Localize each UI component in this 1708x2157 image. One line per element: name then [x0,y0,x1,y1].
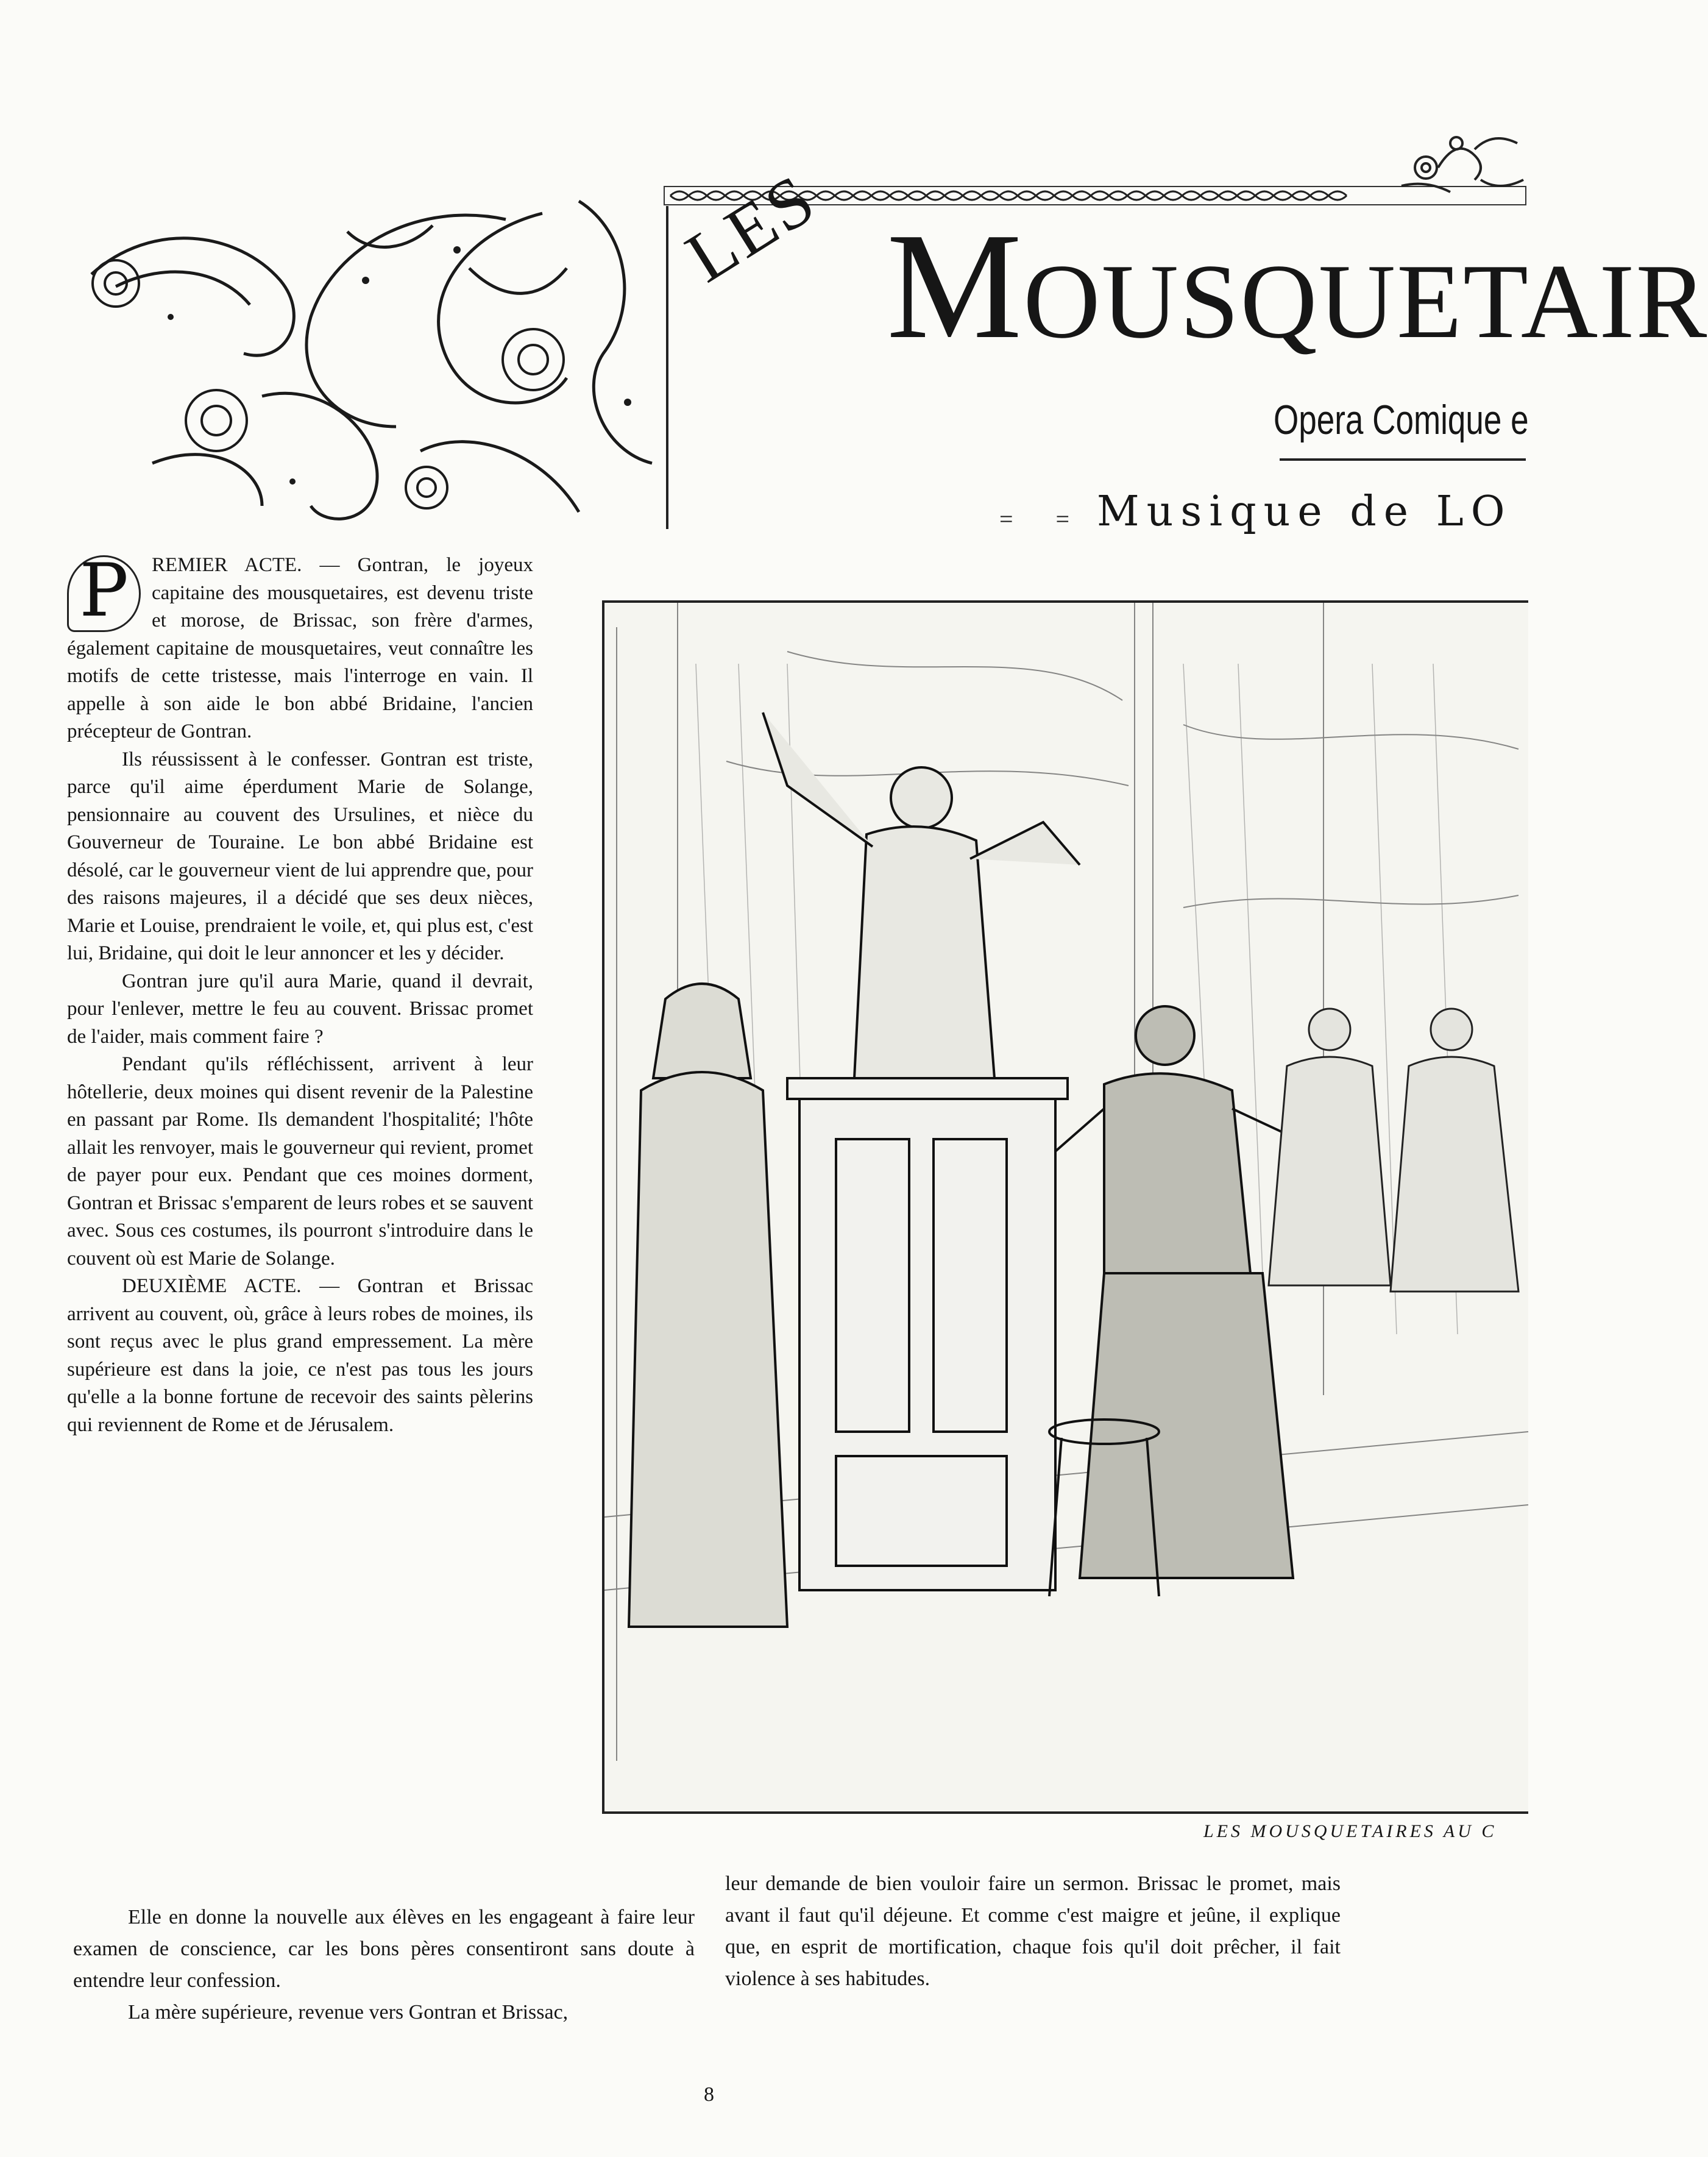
article-bottom-left [73,1902,695,2028]
article-column [67,549,533,1439]
drop-cap: P [67,555,141,632]
title-frame-line [666,206,668,529]
paragraph: leur demande de bien vouloir faire un sermon. Brissac le promet, mais avant il faut qu'il déjeune. Et comme c'est maigre et jeûne, il explique que, en esprit de mortification, chaque fois qu'il doit prêcher, il fait violence à ses habitudes. [725,1872,1341,1990]
paragraph: Gontran jure qu'il aura Marie, quand il devrait, pour l'enlever, mettre le feu au couvent. Brissac promet de l'aider, mais comment faire ? [67,970,533,1048]
subtitle: Opera Comique e [1274,397,1529,443]
composer-marks: = = [999,505,1088,533]
page-number: 8 [704,2083,714,2106]
paragraph [67,549,533,746]
acanthus-ornament [79,195,664,530]
paragraph: Ils réussissent à le confesser. Gontran est triste, parce qu'il aime éperdument Marie de Solange, pensionnaire au couvent des Ursulines, et nièce du Gouverneur de Touraine. Le bon abbé Bridaine est désolé, car le gouverneur vient de lui apprendre que, pour des raisons majeures, il a décidé que ses deux nièces, Marie et Louise, prendraient le voile, et, qui plus est, c'est lui, Bridaine, qui doit le leur annoncer et les y décider. [67,748,533,964]
paragraph: Pendant qu'ils réfléchissent, arrivent à leur hôtellerie, deux moines qui disent revenir de la Palestine en passant par Rome. Ils demandent l'hospitalité; l'hôte allait les renvoyer, mais le gouverneur qui revient, promet de payer pour eux. Pendant que ces moines dorment, Gontran et Brissac s'emparent de leurs robes et se sauvent avec. Sous ces costumes, ils pourront s'introduire dans le couvent où est Marie de Solange. [67,1053,533,1270]
illustration-caption: LES MOUSQUETAIRES AU C [1203,1821,1497,1841]
article-bottom-right [725,1868,1341,1995]
title-les: LES [672,158,830,298]
paragraph-text: REMIER ACTE. — Gontran, le joyeux capitaine des mousquetaires, est devenu triste et morose, de Brissac, son frère d'armes, également capitaine de mousquetaires, veut connaître les motifs de cette tristesse, mais l'interroge en vain. Il appelle à son aide le bon abbé Bridaine, l'ancien précepteur de Gontran. [67,554,533,742]
flourish-ornament [1389,125,1526,198]
composer-line: Musique de LO [1097,488,1512,536]
subtitle-rule [1280,458,1526,461]
paragraph: Elle en donne la nouvelle aux élèves en les engageant à faire leur examen de conscience, car les bons pères consentiront sans doute à entendre leur confession. [73,1906,695,1992]
page-title: Mousquetair [887,202,1708,371]
paragraph: DEUXIÈME ACTE. — Gontran et Brissac arrivent au couvent, où, grâce à leurs robes de moines, ils sont reçus avec le plus grand empressement. La mère supérieure est dans la joie, ce n'est pas tous les jours qu'elle a la bonne fortune de recevoir des saints pèlerins qui reviennent de Rome et de Jérusalem. [67,1275,533,1436]
paragraph: La mère supérieure, revenue vers Gontran et Brissac, [128,2001,569,2024]
engraving-illustration [602,600,1528,1814]
